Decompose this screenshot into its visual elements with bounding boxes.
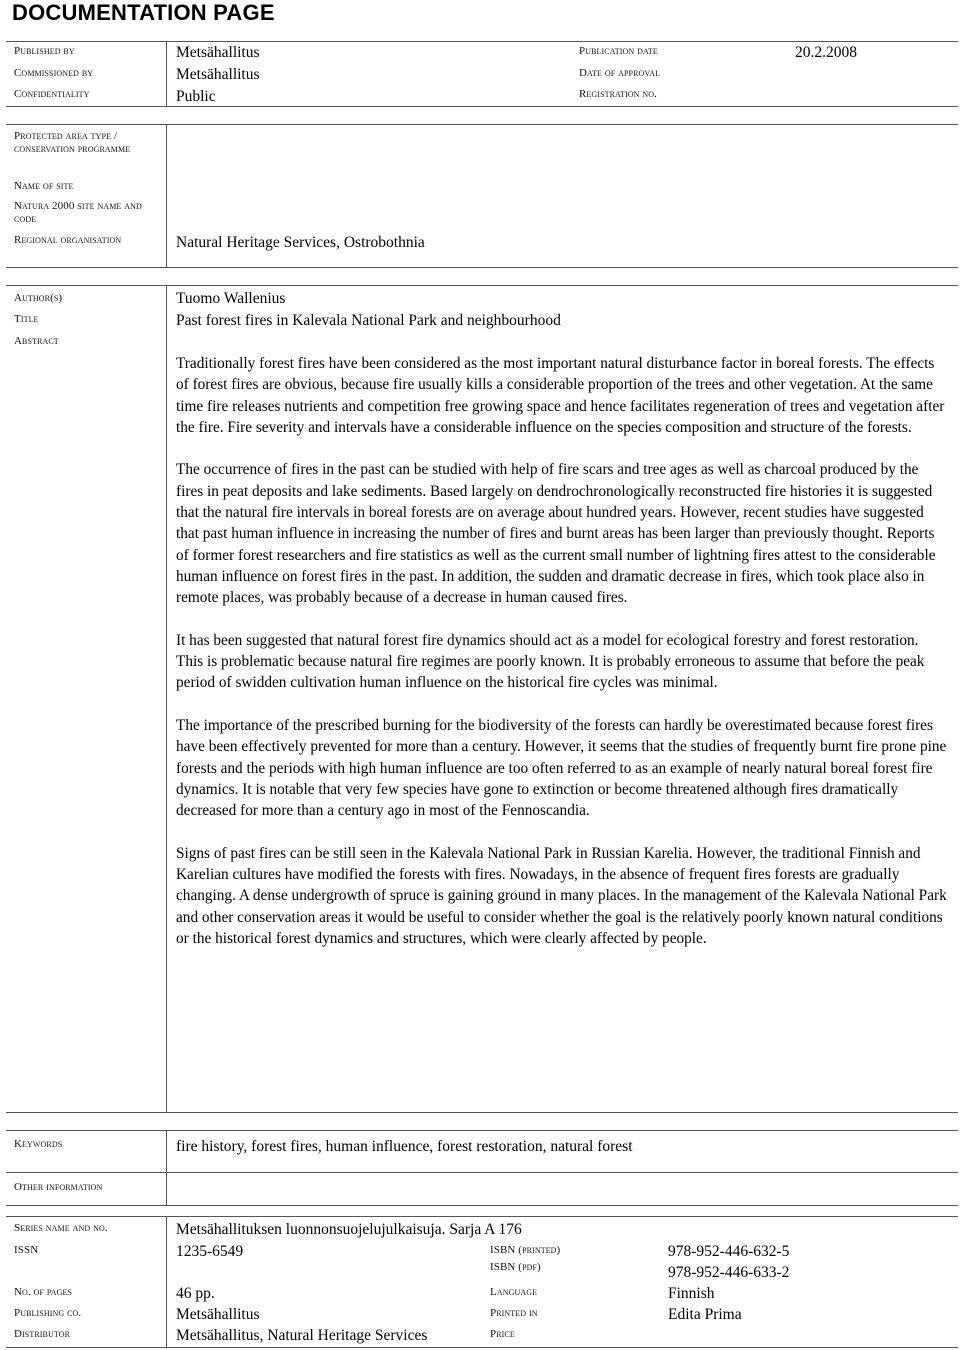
- language-value: Finnish: [668, 1285, 715, 1302]
- publication-date-value: 20.2.2008: [795, 44, 857, 61]
- author-value: Tuomo Wallenius: [176, 290, 286, 307]
- registration-no-label: Registration no.: [579, 88, 657, 100]
- page-title: DOCUMENTATION PAGE: [12, 0, 275, 25]
- rule-keywords-bottom: [6, 1172, 958, 1173]
- rule-author-top: [6, 285, 958, 286]
- distributor-value: Metsähallitus, Natural Heritage Services: [176, 1327, 428, 1344]
- issn-value: 1235-6549: [176, 1243, 244, 1260]
- publishing-co-value: Metsähallitus: [176, 1306, 260, 1323]
- isbn-printed-value: 978-952-446-632-5: [668, 1243, 790, 1260]
- column-divider-series: [166, 1216, 167, 1347]
- title-label: Title: [14, 313, 39, 325]
- printed-in-value: Edita Prima: [668, 1306, 742, 1323]
- commissioned-by-label: Commissioned by: [14, 67, 94, 79]
- isbn-pdf-value: 978-952-446-633-2: [668, 1264, 790, 1281]
- name-of-site-label: Name of site: [14, 180, 74, 192]
- rule-series-top: [6, 1216, 958, 1217]
- abstract-paragraph: The importance of the prescribed burning for the biodiversity of the forests can hardly be overestimated because forest fires have been effectively prevented for more than a century. However, it seems that the studies of frequently burnt fire prone pine forests and the periods with high human influence are too often referred to as an example of nearly natural boreal forest fire dynamics. It is notable that very few species have gone to extinction or become threatened although fires dramatically decreased for more than a century ago in most of the Fennoscandia.: [176, 717, 947, 820]
- column-divider-abstract: [166, 285, 167, 1112]
- protected-area-type-label: Protected area type / conservation programme: [14, 130, 131, 155]
- language-label: Language: [490, 1286, 538, 1298]
- column-divider-header: [166, 41, 167, 106]
- regional-organisation-label: Regional organisation: [14, 234, 122, 246]
- series-value: Metsähallituksen luonnonsuojelujulkaisuja. Sarja A 176: [176, 1221, 522, 1238]
- author-label: Author(s): [14, 292, 63, 304]
- confidentiality-label: Confidentiality: [14, 88, 90, 100]
- abstract-paragraph: It has been suggested that natural forest fire dynamics should act as a model for ecological forestry and forest restoration. This is problematic because natural fire regimes are poorly known. It is probably erroneous to assume that before the peak period of swidden cultivation human influence on the historical fire cycles was minimal.: [176, 631, 925, 692]
- abstract-paragraph: Signs of past fires can be still seen in the Kalevala National Park in Russian Karelia. However, the traditional Finnish and Karelian cultures have modified the forests with fires. Nowadays, in the absence of frequent fires forests are gradually changing. A dense undergrowth of spruce is gaining ground in many places. In the management of the Kalevala National Park and other conservation areas it would be useful to consider whether the goal is the relatively poorly known natural conditions or the historical forest dynamics and structures, which were clearly affected by people.: [176, 844, 947, 948]
- issn-label: ISSN: [14, 1244, 39, 1256]
- rule-site-bottom: [6, 267, 958, 268]
- confidentiality-value: Public: [176, 88, 216, 105]
- rule-other-bottom: [6, 1205, 958, 1206]
- column-divider-site: [166, 124, 167, 267]
- abstract-label: Abstract: [14, 335, 59, 347]
- date-of-approval-label: Date of approval: [579, 67, 661, 79]
- rule-bottom: [6, 1347, 958, 1348]
- keywords-value: fire history, forest fires, human influence, forest restoration, natural forest: [176, 1138, 633, 1155]
- other-information-label: Other information: [14, 1181, 103, 1193]
- series-label: Series name and no.: [14, 1222, 108, 1234]
- pages-label: No. of pages: [14, 1286, 73, 1298]
- commissioned-by-value: Metsähallitus: [176, 66, 260, 83]
- abstract-body: [176, 353, 948, 971]
- column-divider-keywords: [166, 1130, 167, 1205]
- published-by-value: Metsähallitus: [176, 44, 260, 61]
- isbn-printed-label: ISBN (printed): [490, 1244, 561, 1256]
- publication-date-label: Publication date: [579, 45, 658, 57]
- isbn-pdf-label: ISBN (pdf): [490, 1261, 541, 1273]
- rule-header-bottom: [6, 106, 958, 107]
- rule-abstract-bottom: [6, 1112, 958, 1113]
- published-by-label: Published by: [14, 45, 75, 57]
- abstract-paragraph: Traditionally forest fires have been considered as the most important natural disturbance factor in boreal forests. The effects of forest fires are obvious, because fire usually kills a considerable proportion of the trees and other vegetation. At the same time fire releases nutrients and competition free growing space and hence facilitates regeneration of trees and vegetation after the fire. Fire severity and intervals have a considerable influence on the species composition and structure of the forests.: [176, 355, 945, 436]
- title-value: Past forest fires in Kalevala National Park and neighbourhood: [176, 312, 561, 329]
- natura-site-label: Natura 2000 site name and code: [14, 200, 142, 225]
- rule-keywords-top: [6, 1130, 958, 1131]
- distributor-label: Distributor: [14, 1328, 71, 1340]
- keywords-label: Keywords: [14, 1138, 63, 1150]
- rule-top: [6, 41, 958, 42]
- price-label: Price: [490, 1328, 515, 1340]
- pages-value: 46 pp.: [176, 1285, 215, 1302]
- regional-organisation-value: Natural Heritage Services, Ostrobothnia: [176, 234, 425, 251]
- publishing-co-label: Publishing co.: [14, 1307, 82, 1319]
- abstract-paragraph: The occurrence of fires in the past can be studied with help of fire scars and tree ages as well as charcoal produced by the fires in peat deposits and lake sediments. Based largely on dendrochronologically reconstructed fire histories it is suggested that the natural fire intervals in boreal forests are on average about hundred years. However, recent studies have suggested that past human influence in increasing the number of fires and burnt areas has been larger than previously thought. Reports of former forest researchers and fire statistics as well as the current small number of lightning fires attest to the considerable human influence on forest fires in the past. In addition, the sudden and dramatic decrease in fires, which took place also in remote places, was probably because of a decrease in human caused fires.: [176, 461, 936, 607]
- printed-in-label: Printed in: [490, 1307, 538, 1319]
- rule-site-top: [6, 124, 958, 125]
